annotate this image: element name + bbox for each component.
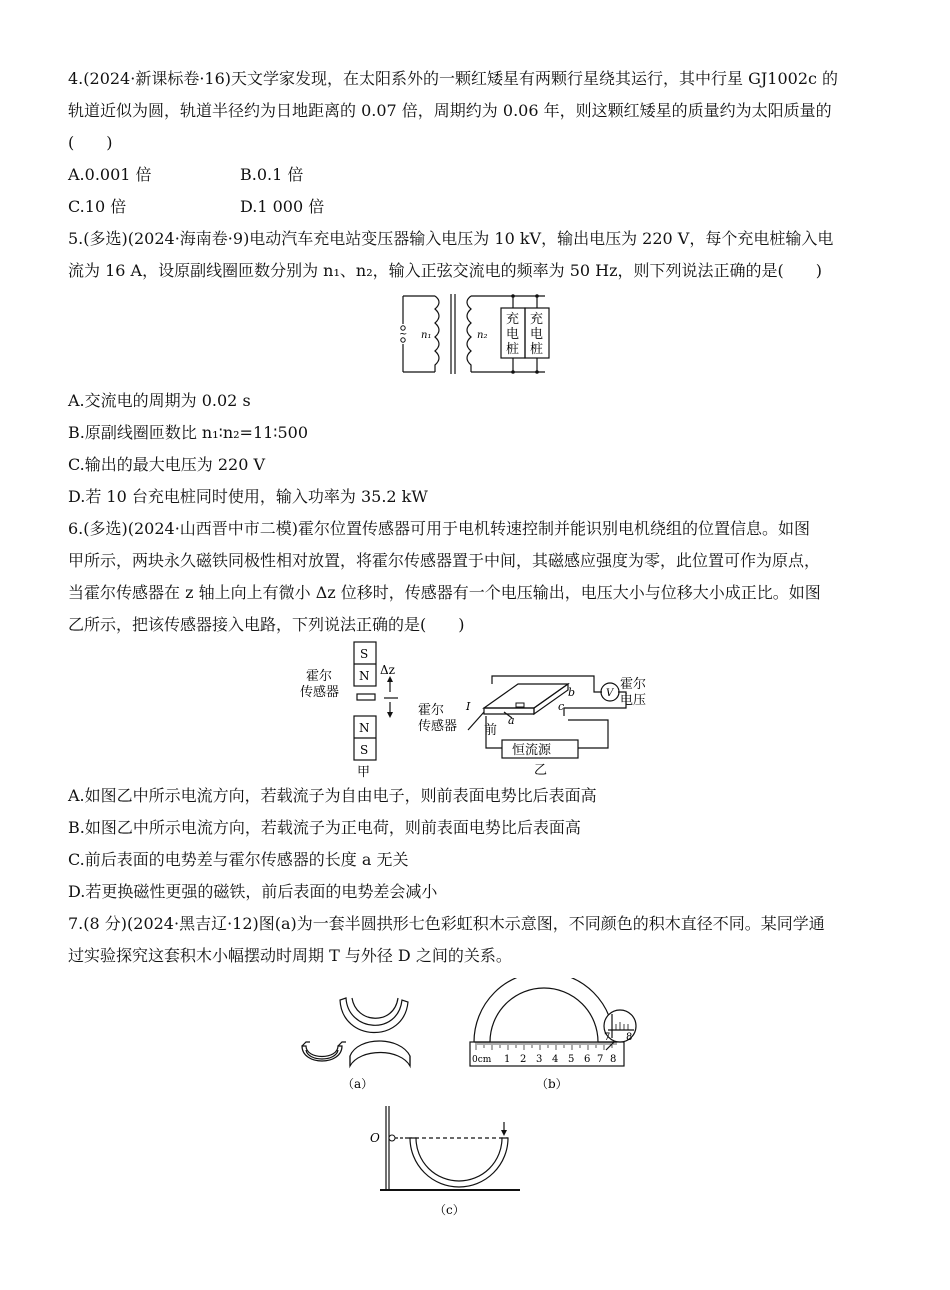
q6-stem-line2: 甲所示，两块永久磁铁同极性相对放置，将霍尔传感器置于中间，其磁感应强度为零，此位置可作为原点，: [68, 551, 821, 570]
q5-option-d: D.若 10 台充电桩同时使用，输入功率为 35.2 kW: [68, 487, 428, 506]
q7-stem-line2: 过实验探究这套积木小幅摆动时周期 T 与外径 D 之间的关系。: [68, 946, 512, 965]
hall-figure-yi: [418, 672, 658, 776]
q4-stem-line2: 轨道近似为圆，轨道半径约为日地距离的 0.07 倍，周期约为 0.06 年，则这颗红矮星的质量约为太阳质量的: [68, 101, 832, 120]
ruler-label-8: 8: [610, 1054, 617, 1065]
q5-stem-line2: 流为 16 A，设原副线圈匝数分别为 n₁、n₂，输入正弦交流电的频率为 50 Hz，则下列说法正确的是( ): [68, 261, 823, 280]
n2-label: n₂: [477, 330, 488, 341]
hall-figure-jia: [300, 638, 412, 778]
zoom-label-7: 7: [604, 1032, 611, 1043]
ruler-label-0: 0cm: [472, 1055, 492, 1065]
rainbow-blocks-figure-a: [298, 992, 422, 1092]
q7-stem-line1: 7.(8 分)(2024·黑吉辽·12)图(a)为一套半圆拱形七色彩虹积木示意图，不同颜色的积木直径不同。某同学通: [68, 914, 825, 933]
q6-stem-line4: 乙所示，把该传感器接入电路，下列说法正确的是( ): [68, 615, 465, 634]
ac-source-symbol: ~: [399, 329, 408, 340]
magnet-bottom-s: S: [360, 743, 369, 757]
q4-stem-line3: ( ): [68, 133, 113, 152]
magnet-bottom-n: N: [359, 721, 370, 735]
hall-voltage-label-line2: 电压: [620, 693, 647, 708]
q4-option-d: D.1 000 倍: [240, 197, 325, 216]
q5-stem-line1: 5.(多选)(2024·海南卷·9)电动汽车充电站变压器输入电压为 10 kV，输出电压为 220 V，每个充电桩输入电: [68, 229, 834, 248]
hall-sensor-label-line1: 霍尔: [306, 669, 333, 684]
ruler-label-4: 4: [552, 1054, 559, 1065]
dimension-a-label: a: [508, 714, 515, 727]
magnet-top-s: S: [360, 647, 369, 661]
q4-stem-line1: 4.(2024·新课标卷·16)天文学家发现，在太阳系外的一颗红矮星有两颗行星绕其运行，其中行星 GJ1002c 的: [68, 69, 839, 88]
figure-c-caption: （c）: [434, 1203, 465, 1217]
q6-option-d: D.若更换磁性更强的磁铁，前后表面的电势差会减小: [68, 882, 438, 901]
ruler-label-7: 7: [597, 1054, 604, 1065]
dimension-b-label: b: [568, 686, 576, 699]
charging-pile-1-char1: 充: [506, 312, 520, 327]
magnet-top-n: N: [359, 669, 370, 683]
hall-sensor-label-line2: 传感器: [300, 685, 340, 700]
q4-option-c: C.10 倍: [68, 197, 127, 216]
figure-jia-caption: 甲: [357, 765, 371, 778]
ruler-label-2: 2: [520, 1054, 527, 1065]
q5-option-b: B.原副线圈匝数比 n₁∶n₂=11∶500: [68, 423, 309, 442]
transformer-figure: [395, 290, 555, 378]
current-i-label: I: [466, 700, 471, 713]
figure-a-caption: （a）: [342, 1077, 374, 1091]
voltmeter-symbol: V: [606, 688, 614, 699]
ruler-measurement-figure-b: [466, 978, 646, 1094]
dimension-c-label: c: [558, 700, 565, 713]
pendulum-setup-figure-c: [368, 1102, 528, 1222]
q5-option-a: A.交流电的周期为 0.02 s: [68, 391, 251, 410]
q6-stem-line3: 当霍尔传感器在 z 轴上向上有微小 Δz 位移时，传感器有一个电压输出，电压大小与位移大小成正比。如图: [68, 583, 821, 602]
q6-option-a: A.如图乙中所示电流方向，若载流子为自由电子，则前表面电势比后表面高: [68, 786, 597, 805]
ruler-label-6: 6: [584, 1054, 591, 1065]
charging-pile-2-char3: 桩: [530, 342, 544, 357]
figure-b-caption: （b）: [536, 1077, 568, 1091]
current-source-label: 恒流源: [512, 743, 552, 758]
delta-z-label: Δz: [380, 663, 395, 677]
q4-option-b: B.0.1 倍: [240, 165, 304, 184]
q6-option-c: C.前后表面的电势差与霍尔传感器的长度 a 无关: [68, 850, 409, 869]
ruler-label-5: 5: [568, 1054, 575, 1065]
n1-label: n₁: [421, 330, 432, 341]
charging-pile-2-char1: 充: [530, 312, 544, 327]
q6-option-b: B.如图乙中所示电流方向，若载流子为正电荷，则前表面电势比后表面高: [68, 818, 581, 837]
hall-voltage-label-line1: 霍尔: [620, 677, 647, 692]
figure-yi-caption: 乙: [534, 763, 548, 776]
ruler-label-3: 3: [536, 1054, 543, 1065]
front-surface-label: 前: [484, 723, 498, 738]
ruler-label-1: 1: [504, 1054, 511, 1065]
q6-stem-line1: 6.(多选)(2024·山西晋中市二模)霍尔位置传感器可用于电机转速控制并能识别电机绕组的位置信息。如图: [68, 519, 811, 538]
zoom-label-8: 8: [626, 1032, 633, 1043]
hall-sensor-label-yi-line1: 霍尔: [418, 703, 445, 718]
charging-pile-1-char3: 桩: [506, 342, 520, 357]
charging-pile-1-char2: 电: [506, 327, 520, 342]
q5-option-c: C.输出的最大电压为 220 V: [68, 455, 266, 474]
hall-sensor-label-yi-line2: 传感器: [418, 719, 458, 734]
q4-option-a: A.0.001 倍: [68, 165, 152, 184]
pivot-o-label: O: [370, 1131, 380, 1145]
charging-pile-2-char2: 电: [530, 327, 544, 342]
